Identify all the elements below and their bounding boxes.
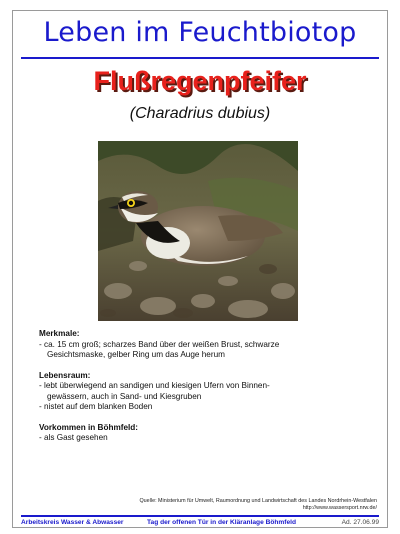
info-content [39, 329, 379, 454]
heading-merkmale: Merkmale: [39, 329, 80, 338]
section-merkmale [39, 329, 379, 361]
latin-name: (Charadrius dubius) [129, 105, 271, 122]
text-line: gewässern, auch in Sand- und Kiesgruben [47, 391, 202, 401]
header-divider [21, 57, 379, 59]
section-vorkommen [39, 423, 379, 444]
section-lebensraum [39, 371, 379, 413]
text-line: - als Gast gesehen [39, 433, 108, 442]
source-text: Quelle: Ministerium für Umwelt, Raumordnung und Landwirtschaft des Landes Nordrhein-Westfalen [139, 498, 377, 504]
bird-photo [98, 141, 298, 321]
heading-vorkommen: Vorkommen in Böhmfeld: [39, 422, 139, 432]
species-name: Flußregenpfeifer [93, 66, 307, 96]
footer-organization: Arbeitskreis Wasser & Abwasser [21, 519, 124, 526]
header-title: Leben im Feuchtbiotop [43, 17, 357, 48]
page-frame [12, 10, 388, 528]
footer-divider [21, 515, 379, 517]
text-line: - nistet auf dem blanken Boden [39, 402, 153, 411]
footer-event: Tag der offenen Tür in der Kläranlage Böhmfeld [147, 519, 296, 526]
heading-lebensraum: Lebensraum: [39, 370, 91, 380]
source-url: http://www.wassersport.nrw.de/ [302, 505, 377, 511]
text-line: Gesichtsmaske, gelber Ring um das Auge herum [47, 350, 225, 359]
footer-date: Ad. 27.06.99 [341, 519, 379, 526]
text-line: - lebt überwiegend an sandigen und kiesigen Ufern von Binnen- [39, 381, 270, 390]
text-line: - ca. 15 cm groß; scharzes Band über der weißen Brust, schwarze [39, 339, 280, 349]
source-note [139, 498, 377, 512]
